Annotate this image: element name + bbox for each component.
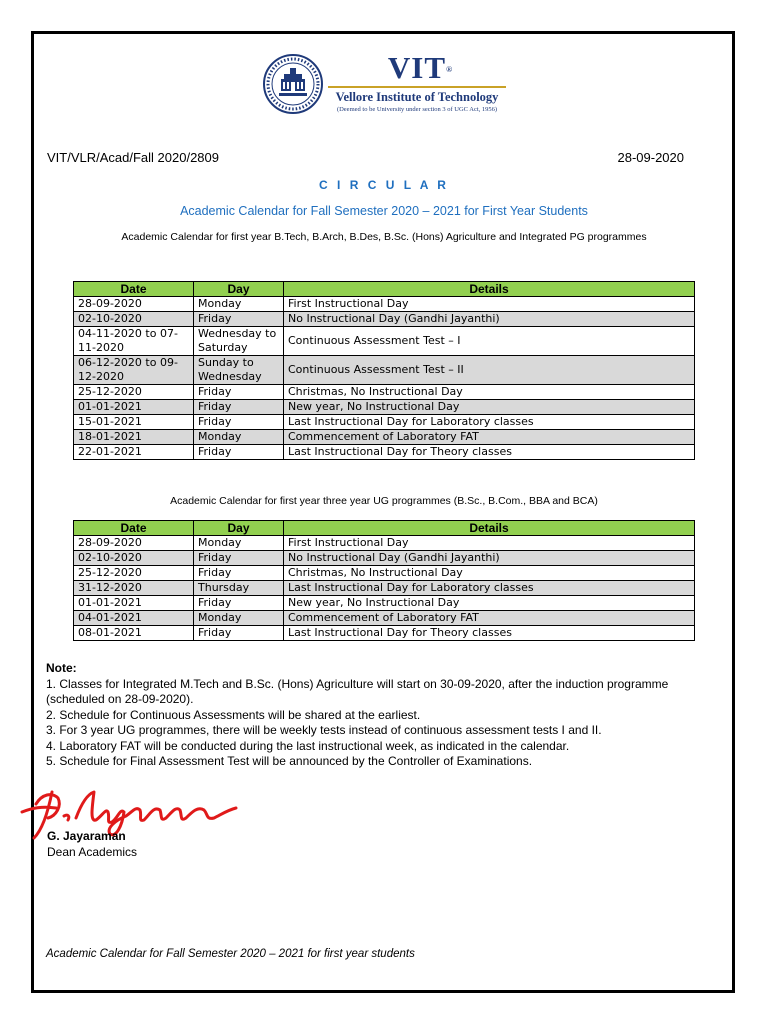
note-item: 2. Schedule for Continuous Assessments will be shared at the earliest.	[46, 707, 421, 722]
day-cell: Friday	[194, 551, 284, 566]
note-item: 3. For 3 year UG programmes, there will be weekly tests instead of continuous assessment tests I and II.	[46, 723, 602, 737]
date-cell: 04-01-2021	[74, 611, 194, 626]
day-cell: Friday	[194, 445, 284, 460]
day-cell: Friday	[194, 626, 284, 641]
day-cell: Friday	[194, 596, 284, 611]
table-row	[74, 551, 695, 566]
date-cell: 31-12-2020	[74, 581, 194, 596]
date-cell: 28-09-2020	[74, 536, 194, 551]
date-cell: 01-01-2021	[74, 596, 194, 611]
notes-section	[46, 661, 706, 770]
details-cell: Continuous Assessment Test – I	[284, 327, 695, 356]
details-cell: Last Instructional Day for Laboratory classes	[284, 415, 695, 430]
date-cell: 18-01-2021	[74, 430, 194, 445]
details-cell: Last Instructional Day for Laboratory classes	[284, 581, 695, 596]
column-header-date: Date	[74, 282, 194, 297]
details-cell: No Instructional Day (Gandhi Jayanthi)	[284, 312, 695, 327]
note-item: 1. Classes for Integrated M.Tech and B.Sc. (Hons) Agriculture will start on 30-09-2020, after the induction programme (scheduled on 28-09-2020).	[46, 676, 669, 706]
table-row	[74, 626, 695, 641]
details-cell: Last Instructional Day for Theory classes	[284, 626, 695, 641]
day-cell: Friday	[194, 566, 284, 581]
logo-subtitle: (Deemed to be University under section 3 of UGC Act, 1956)	[336, 106, 498, 113]
column-header-day: Day	[194, 282, 284, 297]
table-row	[74, 356, 695, 385]
day-cell: Wednesday to Saturday	[194, 327, 284, 356]
date-cell: 22-01-2021	[74, 445, 194, 460]
logo-wordmark	[328, 51, 506, 115]
date-cell: 01-01-2021	[74, 400, 194, 415]
date-cell: 25-12-2020	[74, 385, 194, 400]
signatory-name: G. Jayaraman	[47, 829, 126, 843]
signatory-role: Dean Academics	[47, 845, 138, 859]
table-row	[74, 400, 695, 415]
details-cell: First Instructional Day	[284, 536, 695, 551]
note-item: 5. Schedule for Final Assessment Test will be announced by the Controller of Examinations.	[46, 754, 533, 768]
details-cell: New year, No Instructional Day	[284, 596, 695, 611]
circular-label: C I R C U L A R	[319, 178, 449, 192]
table-header-row	[74, 521, 695, 536]
day-cell: Monday	[194, 611, 284, 626]
table-row	[74, 327, 695, 356]
column-header-details: Details	[284, 521, 695, 536]
column-header-day: Day	[194, 521, 284, 536]
table-row	[74, 385, 695, 400]
calendar-table-first-year	[73, 281, 695, 460]
section2-subtitle: Academic Calendar for first year three year UG programmes (B.Sc., B.Com., BBA and BCA)	[170, 495, 598, 507]
day-cell: Monday	[194, 430, 284, 445]
table-header-row	[74, 282, 695, 297]
date-cell: 28-09-2020	[74, 297, 194, 312]
page-footer: Academic Calendar for Fall Semester 2020 – 2021 for first year students	[46, 948, 415, 960]
table-row	[74, 566, 695, 581]
calendar-table-three-year-ug	[73, 520, 695, 641]
details-cell: Christmas, No Instructional Day	[284, 566, 695, 581]
column-header-date: Date	[74, 521, 194, 536]
table-row	[74, 611, 695, 626]
day-cell: Friday	[194, 312, 284, 327]
day-cell: Thursday	[194, 581, 284, 596]
details-cell: First Instructional Day	[284, 297, 695, 312]
date-cell: 08-01-2021	[74, 626, 194, 641]
vit-logo	[262, 51, 508, 121]
table-row	[74, 430, 695, 445]
note-item: 4. Laboratory FAT will be conducted during the last instructional week, as indicated in the calendar.	[46, 738, 570, 753]
table-row	[74, 415, 695, 430]
details-cell: Commencement of Laboratory FAT	[284, 611, 695, 626]
day-cell: Friday	[194, 385, 284, 400]
details-cell: New year, No Instructional Day	[284, 400, 695, 415]
date-cell: 15-01-2021	[74, 415, 194, 430]
page-title: Academic Calendar for Fall Semester 2020 – 2021 for First Year Students	[180, 204, 588, 218]
notes-heading: Note:	[46, 661, 77, 675]
logo-divider	[328, 86, 506, 88]
details-cell: No Instructional Day (Gandhi Jayanthi)	[284, 551, 695, 566]
table-row	[74, 297, 695, 312]
reference-number: VIT/VLR/Acad/Fall 2020/2809	[47, 150, 219, 165]
table-row	[74, 312, 695, 327]
day-cell: Monday	[194, 536, 284, 551]
table-row	[74, 596, 695, 611]
day-cell: Monday	[194, 297, 284, 312]
day-cell: Sunday to Wednesday	[194, 356, 284, 385]
date-cell: 25-12-2020	[74, 566, 194, 581]
date-cell: 02-10-2020	[74, 551, 194, 566]
details-cell: Commencement of Laboratory FAT	[284, 430, 695, 445]
circular-date: 28-09-2020	[617, 150, 684, 165]
date-cell: 06-12-2020 to 09-12-2020	[74, 356, 194, 385]
day-cell: Friday	[194, 400, 284, 415]
day-cell: Friday	[194, 415, 284, 430]
table-row	[74, 536, 695, 551]
university-seal-icon	[262, 53, 324, 115]
logo-letters: VIT ®	[387, 50, 454, 85]
column-header-details: Details	[284, 282, 695, 297]
table-row	[74, 445, 695, 460]
details-cell: Last Instructional Day for Theory classes	[284, 445, 695, 460]
date-cell: 02-10-2020	[74, 312, 194, 327]
details-cell: Christmas, No Instructional Day	[284, 385, 695, 400]
date-cell: 04-11-2020 to 07-11-2020	[74, 327, 194, 356]
details-cell: Continuous Assessment Test – II	[284, 356, 695, 385]
table-row	[74, 581, 695, 596]
logo-institution-name: Vellore Institute of Technology	[335, 90, 499, 104]
section1-subtitle: Academic Calendar for first year B.Tech, B.Arch, B.Des, B.Sc. (Hons) Agriculture and Integrated PG programmes	[121, 231, 647, 243]
